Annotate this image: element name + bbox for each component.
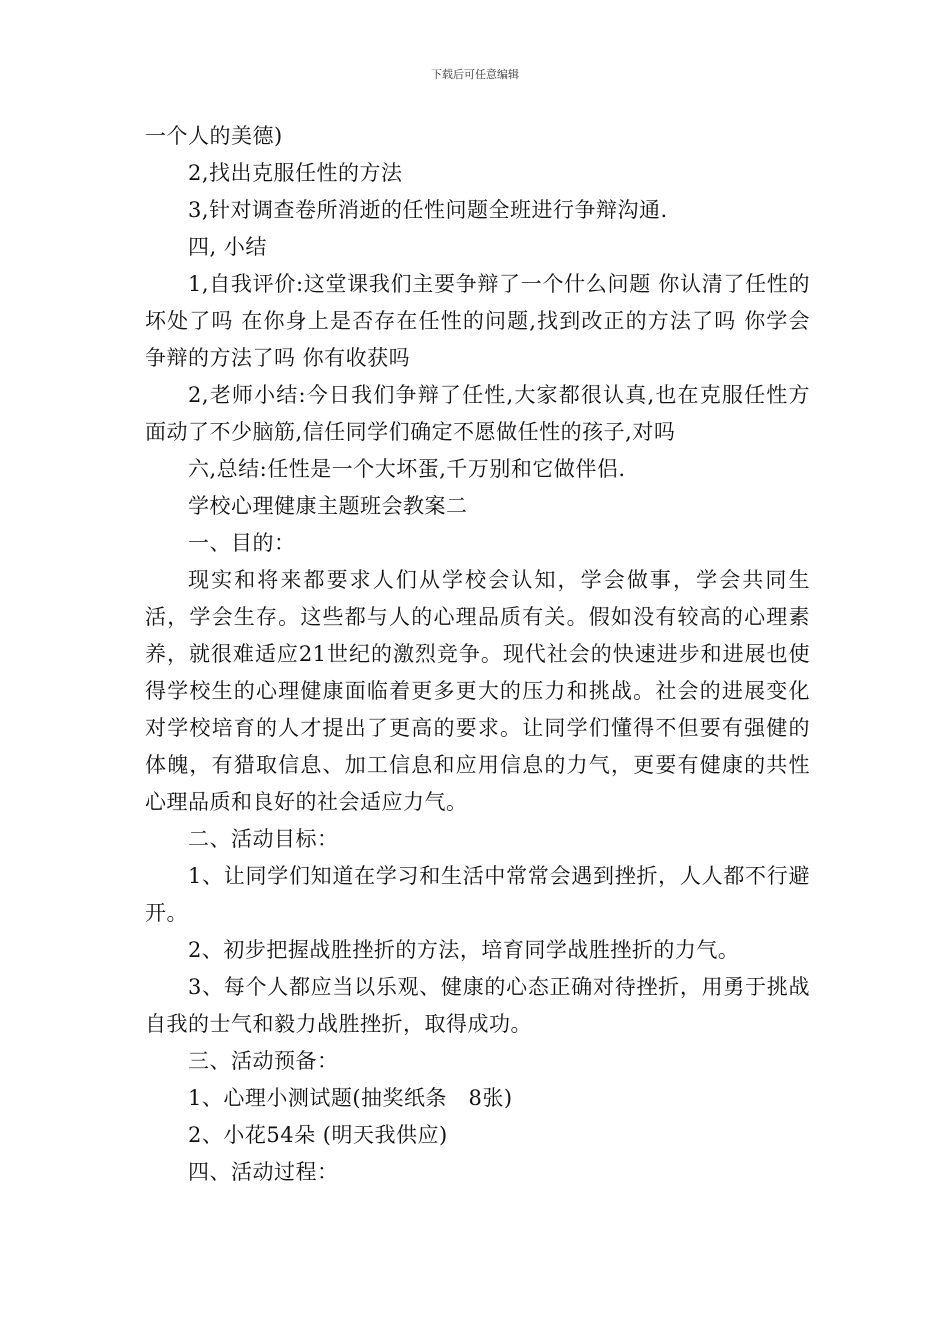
paragraph: 2,老师小结:今日我们争辩了任性,大家都很认真,也在克服任性方面动了不少脑筋,信任同学们确定不愿做任性的孩子,对吗 [145,383,810,444]
list-item: 1、让同学们知道在学习和生活中常常会遇到挫折，人人都不行避开。 [145,864,810,925]
paragraph: 六,总结:任性是一个大坏蛋,千万别和它做伴侣. [188,457,626,481]
paragraph: 1,自我评价:这堂课我们主要争辩了一个什么问题 你认清了任性的坏处了吗 在你身上是否存在任性的问题,找到改正的方法了吗 你学会争辩的方法了吗 你有收获吗 [145,272,810,370]
section-heading: 二、活动目标： [188,827,339,851]
section-heading: 三、活动预备： [188,1049,339,1073]
list-item: 1、心理小测试题(抽奖纸条 8张) [188,1086,513,1110]
section-heading: 四, 小结 [188,235,267,259]
page-header: 下载后可任意编辑 [431,68,519,81]
section-heading: 四、活动过程： [188,1160,339,1184]
list-item: 2、小花54朵 (明天我供应) [188,1123,448,1147]
section-heading: 一、目的： [188,531,296,555]
paragraph: 2,找出克服任性的方法 [188,161,403,185]
list-item: 2、初步把握战胜挫折的方法，培育同学战胜挫折的力气。 [188,938,740,962]
paragraph: 一个人的美德) [145,124,283,148]
document-title: 学校心理健康主题班会教案二 [188,494,468,518]
paragraph: 3,针对调查卷所消逝的任性问题全班进行争辩沟通. [188,198,668,222]
list-item: 3、每个人都应当以乐观、健康的心态正确对待挫折，用勇于挑战自我的士气和毅力战胜挫折，取得成功。 [145,975,810,1036]
document-body [145,118,810,1191]
paragraph: 现实和将来都要求人们从学校会认知，学会做事，学会共同生活，学会生存。这些都与人的心理品质有关。假如没有较高的心理素养，就很难适应21世纪的激烈竞争。现代社会的快速进步和进展也使得学校生的心理健康面临着更多更大的压力和挑战。社会的进展变化对学校培育的人才提出了更高的要求。让同学们懂得不但要有强健的体魄，有猎取信息、加工信息和应用信息的力气，更要有健康的共性心理品质和良好的社会适应力气。 [145,568,810,814]
